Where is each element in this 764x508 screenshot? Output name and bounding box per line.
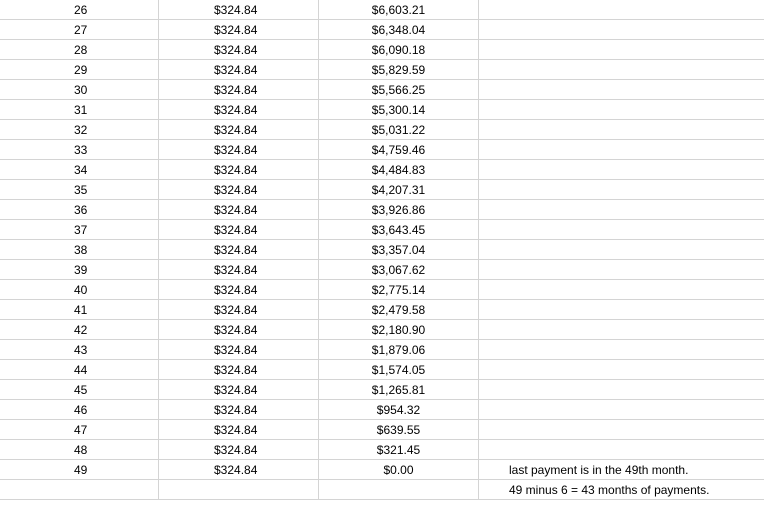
table-row — [0, 400, 764, 420]
table-row — [0, 380, 764, 400]
month-cell[interactable]: 37 — [0, 220, 159, 239]
month-cell[interactable]: 34 — [0, 160, 159, 179]
note-cell[interactable]: last payment is in the 49th month. — [509, 463, 689, 477]
table-row — [0, 160, 764, 180]
table-row — [0, 60, 764, 80]
month-cell[interactable]: 49 — [0, 460, 159, 479]
table-row — [0, 360, 764, 380]
balance-cell[interactable]: $3,357.04 — [319, 240, 479, 259]
month-cell[interactable]: 38 — [0, 240, 159, 259]
balance-cell[interactable]: $1,265.81 — [319, 380, 479, 399]
table-row — [0, 80, 764, 100]
table-row — [0, 0, 764, 20]
payment-cell[interactable]: $324.84 — [159, 420, 319, 439]
payment-cell[interactable]: $324.84 — [159, 20, 319, 39]
payment-cell[interactable]: $324.84 — [159, 200, 319, 219]
table-row — [0, 240, 764, 260]
balance-cell[interactable]: $6,348.04 — [319, 20, 479, 39]
balance-cell[interactable]: $2,180.90 — [319, 320, 479, 339]
table-row — [0, 440, 764, 460]
note-cell[interactable] — [479, 360, 764, 379]
balance-cell[interactable]: $3,643.45 — [319, 220, 479, 239]
note-cell[interactable] — [479, 420, 764, 439]
table-row — [0, 120, 764, 140]
table-row — [0, 220, 764, 240]
balance-cell[interactable]: $2,775.14 — [319, 280, 479, 299]
table-row — [0, 140, 764, 160]
payment-cell[interactable]: $324.84 — [159, 240, 319, 259]
balance-cell[interactable]: $4,207.31 — [319, 180, 479, 199]
balance-cell[interactable] — [319, 480, 479, 499]
payment-cell[interactable]: $324.84 — [159, 100, 319, 119]
table-row — [0, 340, 764, 360]
month-cell[interactable]: 41 — [0, 300, 159, 319]
table-row — [0, 300, 764, 320]
month-cell[interactable]: 39 — [0, 260, 159, 279]
note-cell[interactable] — [479, 200, 764, 219]
balance-cell[interactable]: $5,031.22 — [319, 120, 479, 139]
month-cell[interactable]: 28 — [0, 40, 159, 59]
note-cell[interactable] — [479, 280, 764, 299]
month-cell[interactable]: 26 — [0, 0, 159, 19]
table-row — [0, 20, 764, 40]
month-cell[interactable]: 29 — [0, 60, 159, 79]
month-cell[interactable]: 31 — [0, 100, 159, 119]
note-cell[interactable] — [479, 60, 764, 79]
note-cell[interactable] — [479, 320, 764, 339]
month-cell[interactable]: 44 — [0, 360, 159, 379]
payment-cell[interactable]: $324.84 — [159, 300, 319, 319]
table-row — [0, 280, 764, 300]
balance-cell[interactable]: $1,574.05 — [319, 360, 479, 379]
table-row — [0, 200, 764, 220]
month-cell[interactable]: 30 — [0, 80, 159, 99]
note-cell[interactable] — [479, 100, 764, 119]
note-cell[interactable] — [479, 160, 764, 179]
month-cell[interactable]: 47 — [0, 420, 159, 439]
payment-cell[interactable]: $324.84 — [159, 80, 319, 99]
payment-cell[interactable]: $324.84 — [159, 460, 319, 479]
balance-cell[interactable]: $1,879.06 — [319, 340, 479, 359]
payment-cell[interactable]: $324.84 — [159, 180, 319, 199]
month-cell[interactable]: 36 — [0, 200, 159, 219]
note-cell[interactable] — [479, 260, 764, 279]
table-row — [0, 320, 764, 340]
payment-cell[interactable]: $324.84 — [159, 280, 319, 299]
note-cell[interactable] — [479, 120, 764, 139]
note-cell[interactable] — [479, 300, 764, 319]
payment-cell[interactable]: $324.84 — [159, 380, 319, 399]
payment-cell[interactable]: $324.84 — [159, 360, 319, 379]
payment-cell[interactable]: $324.84 — [159, 140, 319, 159]
balance-cell[interactable]: $2,479.58 — [319, 300, 479, 319]
table-row — [0, 100, 764, 120]
balance-cell[interactable]: $4,484.83 — [319, 160, 479, 179]
payment-cell[interactable]: $324.84 — [159, 440, 319, 459]
payment-cell[interactable]: $324.84 — [159, 400, 319, 419]
balance-cell[interactable]: $6,090.18 — [319, 40, 479, 59]
table-row — [0, 260, 764, 280]
note-cell[interactable] — [479, 80, 764, 99]
payment-cell[interactable]: $324.84 — [159, 120, 319, 139]
month-cell[interactable]: 27 — [0, 20, 159, 39]
payment-cell[interactable]: $324.84 — [159, 60, 319, 79]
balance-cell[interactable]: $3,926.86 — [319, 200, 479, 219]
month-cell[interactable]: 40 — [0, 280, 159, 299]
month-cell[interactable]: 45 — [0, 380, 159, 399]
payment-cell[interactable]: $324.84 — [159, 40, 319, 59]
table-row — [0, 480, 764, 500]
note-cell[interactable] — [479, 340, 764, 359]
note-cell[interactable] — [479, 220, 764, 239]
payment-cell[interactable]: $324.84 — [159, 220, 319, 239]
balance-cell[interactable]: $5,829.59 — [319, 60, 479, 79]
note-cell[interactable] — [479, 400, 764, 419]
table-row — [0, 40, 764, 60]
note-cell[interactable] — [479, 380, 764, 399]
note-cell[interactable] — [479, 140, 764, 159]
note-cell[interactable] — [479, 40, 764, 59]
month-cell[interactable] — [0, 480, 159, 499]
payment-cell[interactable]: $324.84 — [159, 320, 319, 339]
note-cell[interactable] — [479, 240, 764, 259]
month-cell[interactable]: 33 — [0, 140, 159, 159]
note-cell[interactable] — [479, 0, 764, 19]
balance-cell[interactable]: $5,300.14 — [319, 100, 479, 119]
balance-cell[interactable]: $3,067.62 — [319, 260, 479, 279]
month-cell[interactable]: 42 — [0, 320, 159, 339]
payment-cell[interactable] — [159, 480, 319, 499]
payment-cell[interactable]: $324.84 — [159, 340, 319, 359]
note-cell[interactable]: 49 minus 6 = 43 months of payments. — [509, 483, 710, 497]
payment-cell[interactable]: $324.84 — [159, 160, 319, 179]
balance-cell[interactable]: $639.55 — [319, 420, 479, 439]
table-row — [0, 460, 764, 480]
month-cell[interactable]: 35 — [0, 180, 159, 199]
table-row — [0, 420, 764, 440]
month-cell[interactable]: 46 — [0, 400, 159, 419]
note-cell[interactable] — [479, 180, 764, 199]
month-cell[interactable]: 48 — [0, 440, 159, 459]
balance-cell[interactable]: $321.45 — [319, 440, 479, 459]
table-row — [0, 180, 764, 200]
balance-cell[interactable]: $4,759.46 — [319, 140, 479, 159]
month-cell[interactable]: 43 — [0, 340, 159, 359]
balance-cell[interactable]: $5,566.25 — [319, 80, 479, 99]
balance-cell[interactable]: $6,603.21 — [319, 0, 479, 19]
month-cell[interactable]: 32 — [0, 120, 159, 139]
payment-cell[interactable]: $324.84 — [159, 0, 319, 19]
note-cell[interactable] — [479, 20, 764, 39]
payment-cell[interactable]: $324.84 — [159, 260, 319, 279]
balance-cell[interactable]: $954.32 — [319, 400, 479, 419]
balance-cell[interactable]: $0.00 — [319, 460, 479, 479]
note-cell[interactable] — [479, 440, 764, 459]
